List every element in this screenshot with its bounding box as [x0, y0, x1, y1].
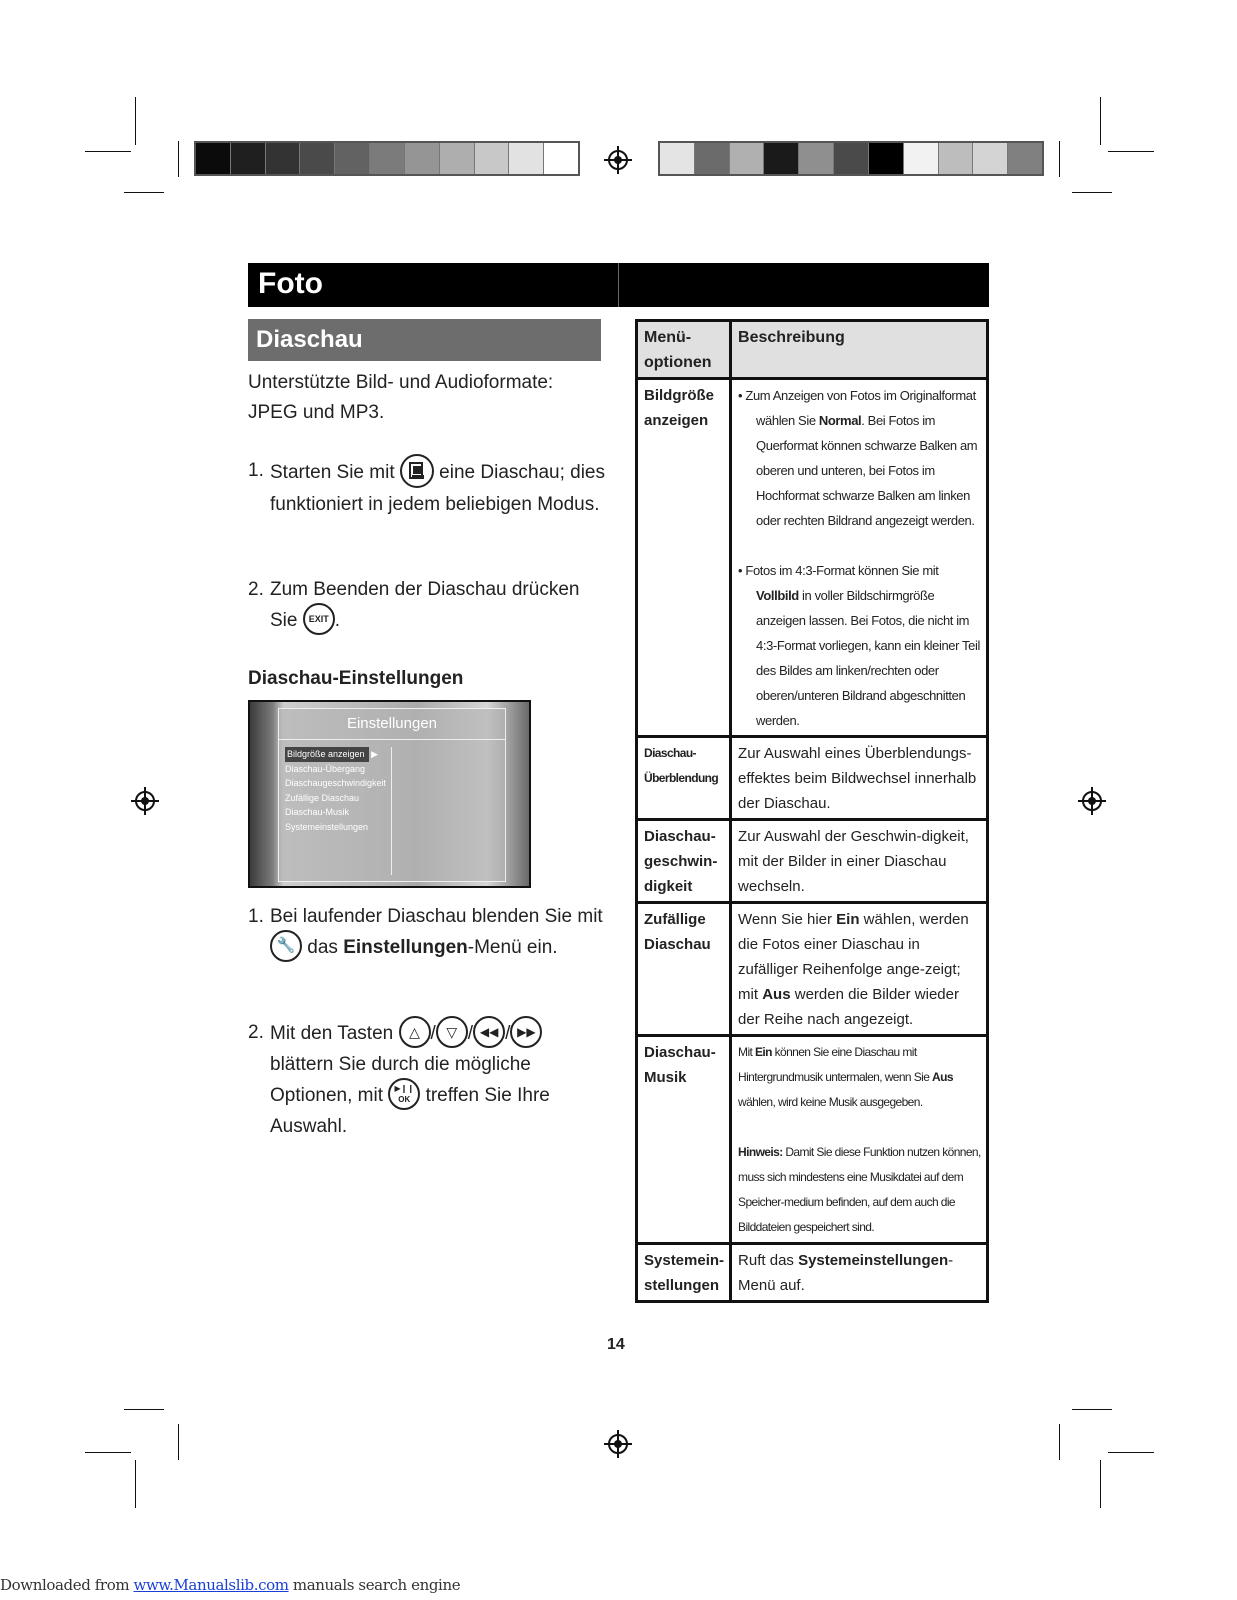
table-cell-description: • Zum Anzeigen von Fotos im Originalformat wählen Sie Normal. Bei Fotos im Querformat können schwarze Balken am oberen und unteren, bei Fotos im Hochformat schwarze Balken am linken oder rechten Bildrand angezeigt werden. • Fotos im 4:3-Format können Sie mit Vollbild in voller Bildschirmgröße anzeigen lassen. Bei Fotos, die nicht im 4:3-Format vorliegen, kann ein kleiner Teil des Bildes am linken/rechten oder oberen/unteren Bildrand abgeschnitten werden.	[731, 379, 988, 737]
color-swatch	[440, 143, 475, 174]
step-start: 1. Starten Sie mit eine Diaschau; dies funktioniert in jedem beliebigen Modus.	[248, 456, 608, 520]
step-exit: 2. Zum Beenden der Diaschau drücken Sie EXIT .	[248, 575, 608, 637]
footer: Downloaded from www.Manualslib.com manuals search engine	[0, 1576, 461, 1594]
footer-link[interactable]: www.Manualslib.com	[133, 1576, 289, 1594]
page-number: 14	[607, 1336, 625, 1353]
registration-mark-icon	[1078, 787, 1106, 815]
table-row	[637, 737, 988, 820]
crop-mark	[1072, 1409, 1112, 1410]
color-swatch	[231, 143, 266, 174]
color-swatch	[764, 143, 799, 174]
table-cell-description: Zur Auswahl der Geschwin-digkeit, mit der Bilder in einer Diaschau wechseln.	[731, 820, 988, 903]
registration-mark-icon	[604, 1430, 632, 1458]
settings-menu-item: Bildgröße anzeigen	[285, 747, 369, 762]
color-swatch	[834, 143, 869, 174]
settings-menu-item: Zufällige Diaschau	[285, 792, 360, 803]
table-header-row	[637, 321, 988, 379]
table-row	[637, 820, 988, 903]
crop-mark	[1100, 1460, 1101, 1508]
menu-options-table	[635, 319, 989, 1303]
exit-button-icon: EXIT	[303, 603, 335, 635]
color-swatch	[335, 143, 370, 174]
settings-menu-item: Diaschaugeschwindigkeit	[285, 778, 387, 788]
down-arrow-icon: ▽	[436, 1016, 468, 1048]
color-swatch	[300, 143, 335, 174]
note-label: Hinweis:	[738, 1145, 783, 1159]
crop-mark	[1108, 1452, 1154, 1453]
settings-panel	[278, 708, 506, 882]
color-swatch	[695, 143, 730, 174]
crop-mark	[85, 1452, 131, 1453]
color-swatch	[544, 143, 578, 174]
color-swatch	[660, 143, 695, 174]
table-row	[637, 379, 988, 737]
crop-mark	[1059, 141, 1060, 177]
panel-divider	[391, 747, 392, 875]
page-title: Foto	[258, 267, 323, 300]
crop-mark	[1108, 151, 1154, 152]
step-open-settings: 1. Bei laufender Diaschau blenden Sie mit 🔧 das Einstellungen-Menü ein.	[248, 902, 608, 964]
table-cell-description: Wenn Sie hier Ein wählen, werden die Fotos einer Diaschau in zufälliger Reihenfolge ange-zeigt; mit Aus werden die Bilder wieder der Reihe nach angezeigt.	[731, 903, 988, 1036]
rewind-icon: ◀◀	[473, 1016, 505, 1048]
table-cell-description: Mit Ein können Sie eine Diaschau mit Hintergrundmusik untermalen, wenn Sie Aus wählen, wird keine Musik ausgegeben. Hinweis: Damit Sie diese Funktion nutzen können, muss sich mindestens eine Musikdatei auf dem Speicher-medium befinden, auf dem auch die Bilddateien gespeichert sind.	[731, 1036, 988, 1244]
crop-mark	[124, 192, 164, 193]
settings-heading: Diaschau-Einstellungen	[248, 668, 464, 689]
play-pause-ok-icon: ▶❙❙ OK	[388, 1078, 420, 1110]
intro-text: Unterstützte Bild- und Audioformate: JPEG und MP3.	[248, 372, 554, 423]
crop-mark	[124, 1409, 164, 1410]
table-cell-option: Systemein-stellungen	[637, 1244, 731, 1302]
color-calibration-bar-right	[658, 141, 1044, 176]
arrow-right-icon: ▶	[371, 749, 378, 759]
color-swatch	[869, 143, 904, 174]
color-swatch	[370, 143, 405, 174]
crop-mark	[1072, 192, 1112, 193]
table-row	[637, 1244, 988, 1302]
settings-menu-item: Diaschau-Übergang	[285, 763, 366, 774]
fast-forward-icon: ▶▶	[510, 1016, 542, 1048]
crop-mark	[178, 141, 179, 177]
crop-mark	[1100, 97, 1101, 145]
settings-menu	[285, 747, 386, 834]
table-row	[637, 903, 988, 1036]
settings-screenshot	[248, 700, 531, 888]
slideshow-icon	[400, 454, 434, 488]
table-row	[637, 1036, 988, 1244]
color-swatch	[475, 143, 510, 174]
crop-mark	[178, 1424, 179, 1460]
table-cell-description: Zur Auswahl eines Überblendungs-effektes beim Bildwechsel innerhalb der Diaschau.	[731, 737, 988, 820]
color-swatch	[196, 143, 231, 174]
color-swatch	[266, 143, 301, 174]
step-navigate: 2. Mit den Tasten △ / ▽ / ◀◀ / ▶▶ blättern Sie durch die mögliche Optionen, mit ▶❙❙ OK treffen Sie Ihre Auswahl.	[248, 1018, 608, 1142]
settings-menu-item: Diaschau-Musik	[285, 807, 350, 817]
crop-mark	[135, 97, 136, 145]
table-header-cell: Menü-optionen	[637, 321, 731, 379]
settings-panel-title: Einstellungen	[279, 709, 505, 740]
color-swatch	[405, 143, 440, 174]
wrench-icon: 🔧	[270, 930, 302, 962]
settings-menu-item: Systemeinstellungen	[285, 821, 369, 832]
section-heading	[248, 319, 601, 361]
color-swatch	[939, 143, 974, 174]
page-header	[248, 263, 989, 307]
color-swatch	[904, 143, 939, 174]
table-header-cell: Beschreibung	[731, 321, 988, 379]
table-cell-option: Diaschau-geschwin-digkeit	[637, 820, 731, 903]
table-cell-description: Ruft das Systemeinstellungen-Menü auf.	[731, 1244, 988, 1302]
color-swatch	[509, 143, 544, 174]
table-cell-option: Bildgröße anzeigen	[637, 379, 731, 737]
table-cell-option: Diaschau-Überblendung	[637, 737, 731, 820]
table-cell-option: Diaschau-Musik	[637, 1036, 731, 1244]
up-arrow-icon: △	[399, 1016, 431, 1048]
header-divider	[618, 263, 619, 307]
crop-mark	[1059, 1424, 1060, 1460]
crop-mark	[85, 151, 131, 152]
crop-mark	[135, 1460, 136, 1508]
section-title: Diaschau	[256, 326, 363, 353]
color-swatch	[1008, 143, 1042, 174]
table-cell-option: Zufällige Diaschau	[637, 903, 731, 1036]
color-swatch	[799, 143, 834, 174]
color-swatch	[973, 143, 1008, 174]
registration-mark-icon	[131, 787, 159, 815]
registration-mark-icon	[604, 146, 632, 174]
play-pause-icon: ▶❙❙	[394, 1084, 415, 1093]
color-calibration-bar-left	[194, 141, 580, 176]
color-swatch	[730, 143, 765, 174]
